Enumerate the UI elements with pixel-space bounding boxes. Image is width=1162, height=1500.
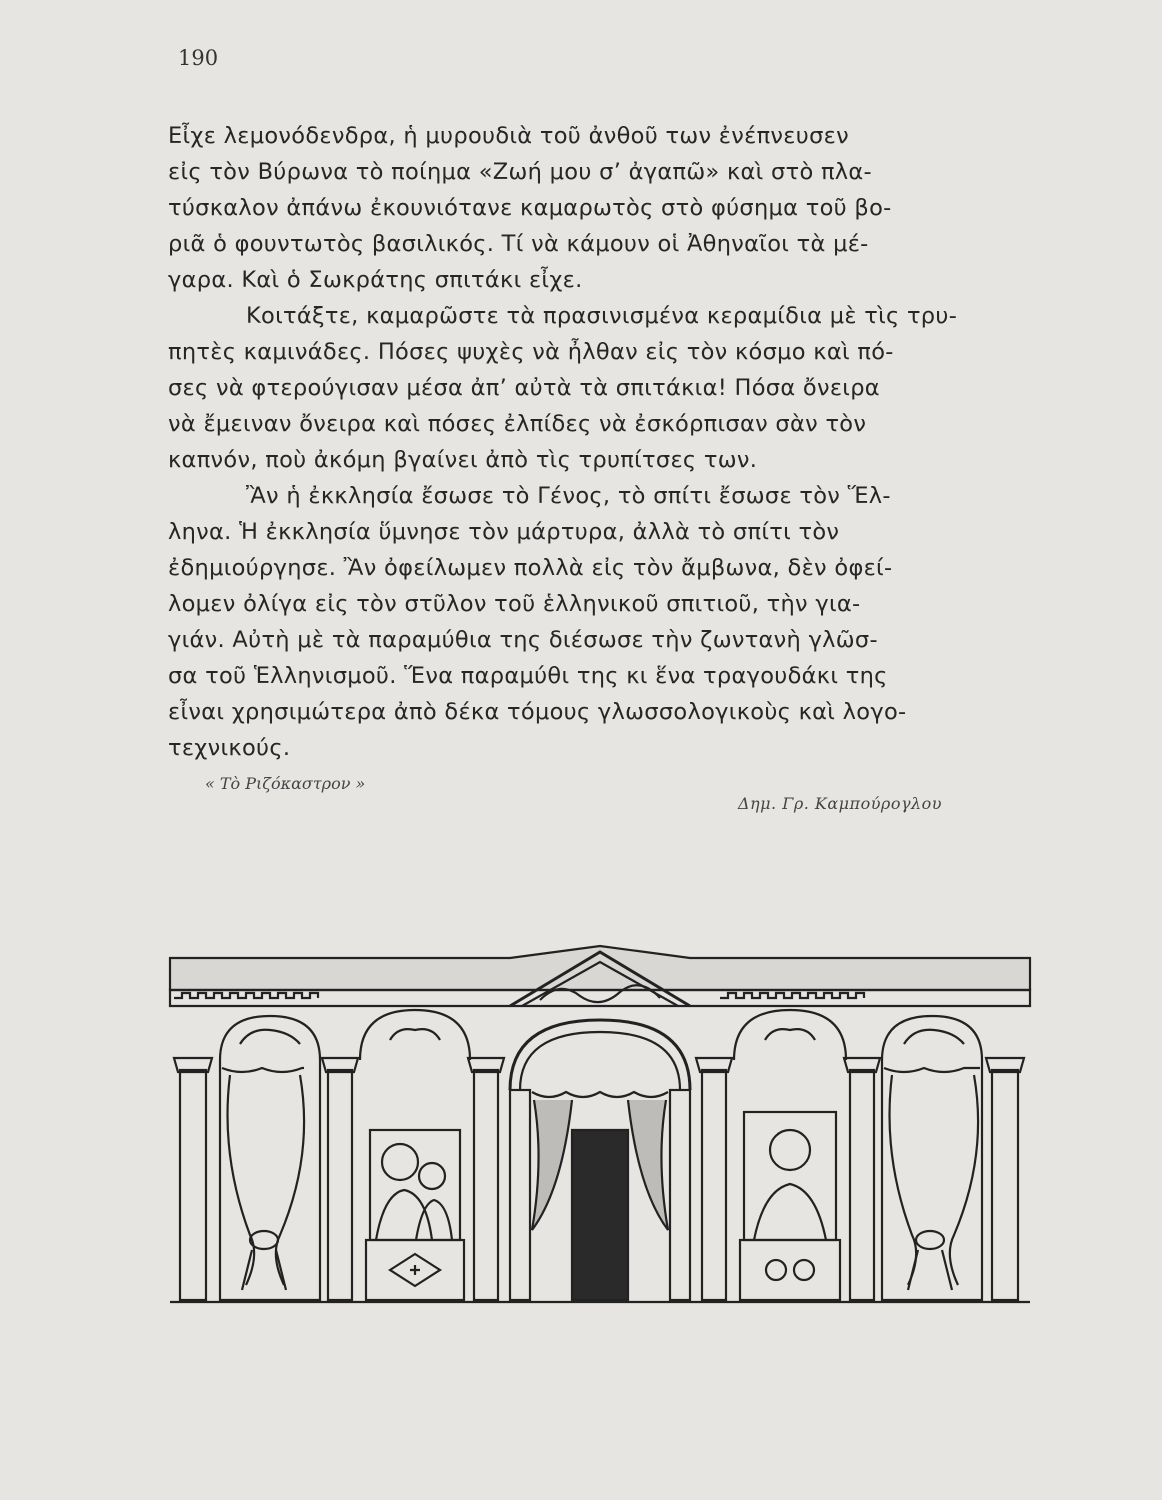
text-line: ἐδημιούργησε. Ἂν ὀφείλωμεν πολλὰ εἰς τὸν ἄμβωνα, δὲν ὀφεί- bbox=[168, 555, 893, 581]
text-line: εἶναι χρησιμώτερα ἀπὸ δέκα τόμους γλωσσολογικοὺς καὶ λογο- bbox=[168, 699, 907, 725]
text-line: πητὲς καμινάδες. Πόσες ψυχὲς νὰ ἦλθαν εἰς τὸν κόσμο καὶ πό- bbox=[168, 339, 894, 365]
paragraph-start: Ἂν ἡ ἐκκλησία ἔσωσε τὸ Γένος, τὸ σπίτι ἔσωσε τὸν Ἕλ- bbox=[246, 483, 891, 509]
text-line: σα τοῦ Ἑλληνισμοῦ. Ἕνα παραμύθι της κι ἕνα τραγουδάκι της bbox=[168, 663, 888, 689]
text-line: γιάν. Αὐτὴ μὲ τὰ παραμύθια της διέσωσε τὴν ζωντανὴ γλῶσ- bbox=[168, 627, 878, 653]
text-line: καπνόν, ποὺ ἀκόμη βγαίνει ἀπὸ τὶς τρυπίτσες των. bbox=[168, 447, 758, 473]
author-signature: Δημ. Γρ. Καμπούρογλου bbox=[738, 794, 943, 813]
text-line: τύσκαλον ἀπάνω ἐκουνιότανε καμαρωτὸς στὸ φύσημα τοῦ βο- bbox=[168, 195, 892, 221]
text-line: εἰς τὸν Βύρωνα τὸ ποίημα «Ζωή μου σ’ ἀγαπῶ» καὶ στὸ πλα- bbox=[168, 159, 872, 185]
page-number: 190 bbox=[178, 46, 219, 70]
text-line: σες νὰ φτερούγισαν μέσα ἀπ’ αὐτὰ τὰ σπιτάκια! Πόσα ὄνειρα bbox=[168, 375, 880, 401]
text-line: λομεν ὀλίγα εἰς τὸν στῦλον τοῦ ἑλληνικοῦ σπιτιοῦ, τὴν για- bbox=[168, 591, 861, 617]
text-line: Εἶχε λεμονόδενδρα, ἡ μυρουδιὰ τοῦ ἀνθοῦ των ἐνέπνευσεν bbox=[168, 123, 849, 149]
text-line: γαρα. Καὶ ὁ Σωκράτης σπιτάκι εἶχε. bbox=[168, 267, 583, 293]
body-text bbox=[168, 118, 1048, 766]
text-line: ληνα. Ἡ ἐκκλησία ὕμνησε τὸν μάρτυρα, ἀλλὰ τὸ σπίτι τὸν bbox=[168, 519, 840, 545]
source-citation: « Τὸ Ριζόκαστρον » bbox=[205, 774, 366, 793]
text-line: τεχνικούς. bbox=[168, 735, 291, 761]
iconostasis-illustration bbox=[160, 940, 1040, 1310]
paragraph-start: Κοιτάξτε, καμαρῶστε τὰ πρασινισμένα κεραμίδια μὲ τὶς τρυ- bbox=[246, 303, 958, 329]
text-line: νὰ ἔμειναν ὄνειρα καὶ πόσες ἐλπίδες νὰ ἐσκόρπισαν σὰν τὸν bbox=[168, 411, 867, 437]
text-line: ριᾶ ὁ φουντωτὸς βασιλικός. Τί νὰ κάμουν οἱ Ἀθηναῖοι τὰ μέ- bbox=[168, 231, 869, 257]
